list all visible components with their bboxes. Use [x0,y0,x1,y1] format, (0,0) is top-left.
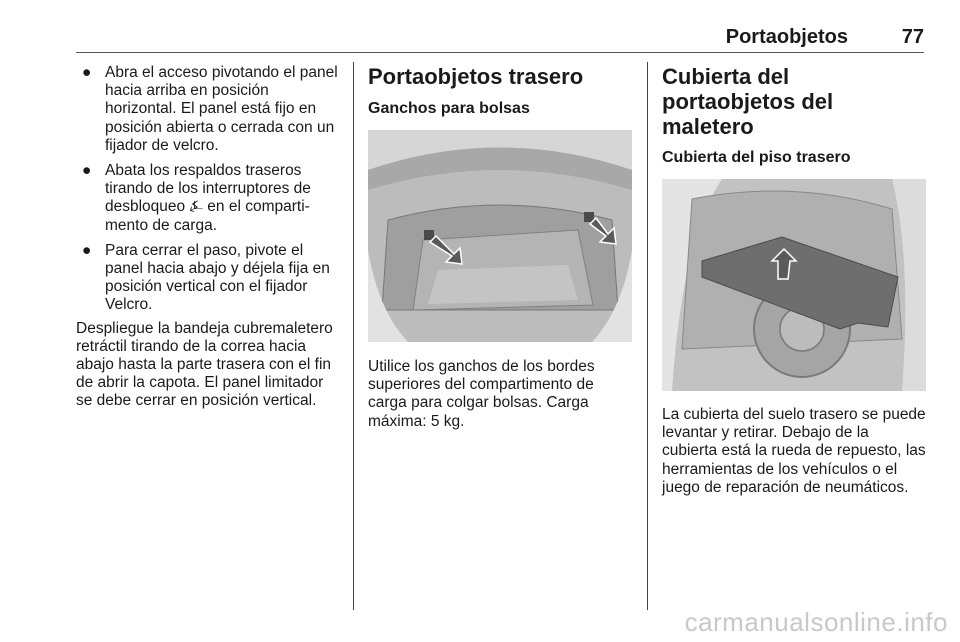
list-item-text: Abata los respaldos traseros tirando de los interruptores de desbloqueo ⍼ en el comparti-mento de carga. [105,162,311,234]
list-item-text: Abra el acceso pivotando el panel hacia arriba en posición horizontal. El panel está fijo en posición abierta o cerrada con un fijador de velcro. [105,64,338,154]
column-2 [368,64,632,431]
instruction-list [76,64,340,315]
list-item [76,64,340,155]
column-divider-2 [647,62,648,610]
page-number: 77 [901,26,924,48]
section-subheading: Ganchos para bolsas [368,100,530,117]
list-item [76,242,340,315]
bullet-icon: ● [82,241,92,259]
watermark-text: carmanualsonline.info [684,607,948,637]
body-paragraph: La cubierta del suelo trasero se puede levantar y retirar. Debajo de la cubierta está la rueda de repuesto, las herramientas de los vehículos o el juego de reparación de neumáticos. [662,406,926,496]
section-subheading: Cubierta del piso trasero [662,149,851,166]
bullet-icon: ● [82,64,92,81]
body-paragraph: Utilice los ganchos de los bordes superiores del compartimento de carga para colgar bolsas. Carga máxima: 5 kg. [368,358,595,430]
column-1 [76,64,340,411]
section-heading: Cubierta del portaobjetos del maletero [662,64,834,139]
bullet-icon: ● [82,162,92,180]
body-paragraph: Despliegue la bandeja cubremaletero retráctil tirando de la correa hacia abajo hasta la parte trasera con el fin de abrir la capota. El panel limitador se debe cerrar en posición vertical. [76,319,333,410]
floor-cover-illustration [662,179,926,391]
column-divider-1 [353,62,354,610]
trunk-hooks-illustration [368,130,632,342]
list-item [76,162,340,235]
page-header [76,26,924,53]
section-heading: Portaobjetos trasero [368,64,584,89]
column-3 [662,64,926,497]
list-item-text: Para cerrar el paso, pivote el panel hacia abajo y déjela fija en posición vertical con el fijador Velcro. [105,241,330,314]
section-title: Portaobjetos [725,26,848,48]
